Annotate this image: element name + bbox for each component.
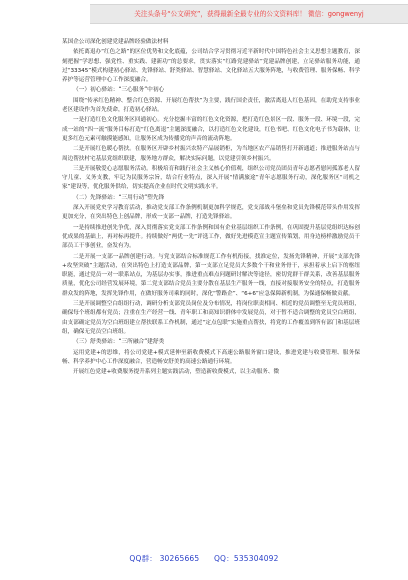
document-body: [62, 38, 360, 378]
paragraph: 运用党建+的思维，将公司党建+模式延伸至新收费模式下高速公路服务窗口建设，推进党建与收费管理、服务保畅、科学养护中心工作深度融合，营造畅安舒美的高速公路通行环境。: [62, 349, 360, 365]
paragraph: 深入开展党史学习教育活动，推动党支部工作条例机制更加科学规范，党支部战斗堡垒和党员先锋模范带头作用发挥更加充分，在突出特色上创品牌，形成一支部一品牌，打造先锋驿站。: [62, 205, 360, 221]
qq-text: QQ：535304092: [213, 554, 279, 563]
qq-group-text: QQ群： 30265665: [129, 554, 200, 563]
section-heading-1: （一）初心驿站：“三心服务”中初心: [73, 87, 165, 94]
paragraph: 围绕“传承红色精神、整合红色资源、开展红色帮扶”为主要，践行国企责任，激活离退人红色基因，在助党支持事业老区建设作为首先使命，打造初心驿站。: [62, 97, 360, 114]
paragraph: 二是开展一支部一品牌创建行动。与党支部结合标准规范工作有机衔接，找准定位，发扬先锋精神，开展“支部先锋+攻坚突破”主题活动，在突出特色上打造支部品牌，第一支部立足党员大多数个干和业务骨干，承担着承上启下的枢纽职能，通过党员一对一联系站点，为基层办实事，推进重点难点问题研讨解决等途径，密切党群干群关系，改善基层服务质量，优化公司经营发展环境，第二党支部结合党员主要分散在基层生产服务一线，直接对接服务安全的特点，打造服务群众发的阵地，发挥先锋作用，在做好服务司乘的同时，深化“警路企”、“6+6”应急保障新机制，为保通保畅做贡献。: [62, 253, 360, 297]
doc-title: 某国企公司深化创建党建品牌经验做法材料: [62, 39, 169, 45]
promo-banner: 关注头条号“公文研究”，获得最新全最专业的公文资料库！ 微信：gongwenyj: [90, 4, 408, 24]
paragraph: 一是持续推进创先争优，深入贯彻落实党支部工作条例和国有企业基层组织工作条例，在巩固提升基层党组织达标创优成果的基础上，再对标再提升。持续做好“两优一先”评选工作，做好先进模范宣主题宣传策划，用身边榜样激励党员干部员工干事创业，奋发有为。: [62, 224, 360, 250]
paragraph: 开展红色党建+收费服务提升系列主题实践活动，塑造新收费模式，以主动服务、微: [73, 369, 280, 376]
section-heading-3: （三）舒类驿站：“三所融合”建舒类: [73, 339, 165, 346]
paragraph: 一是打造红色文化服务区回通初心。充分挖掘丰富的红色文化资源，把打造红色景区一段、服务一段、环境一段，完成一站的“四一流”服务目标打造“红色离退”主题深度融合，以打造红色文化建设，红色书吧、红色文化电子书为载体，让更多红色元素可触摸能感知，让服务区成为传播党的声音的流动阵地。: [62, 117, 360, 142]
paragraph: 二是开展红色暖心帮扶。在服务区开辟乡村振兴农特产品展销柜，为当地区农产品销售打开新通道；推进服务站点与周边帮扶村宅基层党组织联建，服务地方群众，解决实际问题，以党建引领乡村振兴。: [62, 146, 360, 162]
section-heading-2: （二）先锋驿站：“三用行动”塑先锋: [73, 194, 165, 201]
paragraph-intro: 依托离退办“红色之路”的区位优势和文化底蕴，公司结合学习贯彻习近平新时代中国特色社会主义思想主题教育，深刻把握“学思想、强党性、重实践、建新功”的总要求，贯实落实“红路党建驿站”党建品牌创建，立足驿站服务功能，通过“33345”模式构建初心驿站、先锋驿站、舒类驿站、智慧驿站、文化驿站五大服务阵地，与收费管理、服务保畅、科学养护等运营管理中心工作深度融合。: [62, 49, 360, 84]
footer-contact: [0, 553, 408, 564]
paragraph: 三是开展调整空白组组行动，调研分析支部党员岗位及分布情况，将岗位职责相同、相近的党员调整至无党员班组，确保每个班组都有党员；注重在生产经营一线、青年职工和高知识群体中发展党员，对于暂不适合调整的党员空白班组，由支部确定党员为空白班组建立帮扶联系工作机制，通过“定点包联”实施重点帮扶，将党的工作覆盖到所有部门和基层班组，确保无党员空白班组。: [62, 301, 360, 335]
paragraph: 三是开展敬爱心志愿服务活动。积极培育和践行社会主义核心价值观，组织公司党员团员青年志愿者慰问孤寡老人留守儿童、义务支教，牢记为民服务宗旨，结合行业特点，深入开展“情满旅途”青年志愿服务行动，深化服务区“司机之家”建设等，优化服务供给，切实提高企业在时代文明实践水平。: [62, 165, 360, 191]
